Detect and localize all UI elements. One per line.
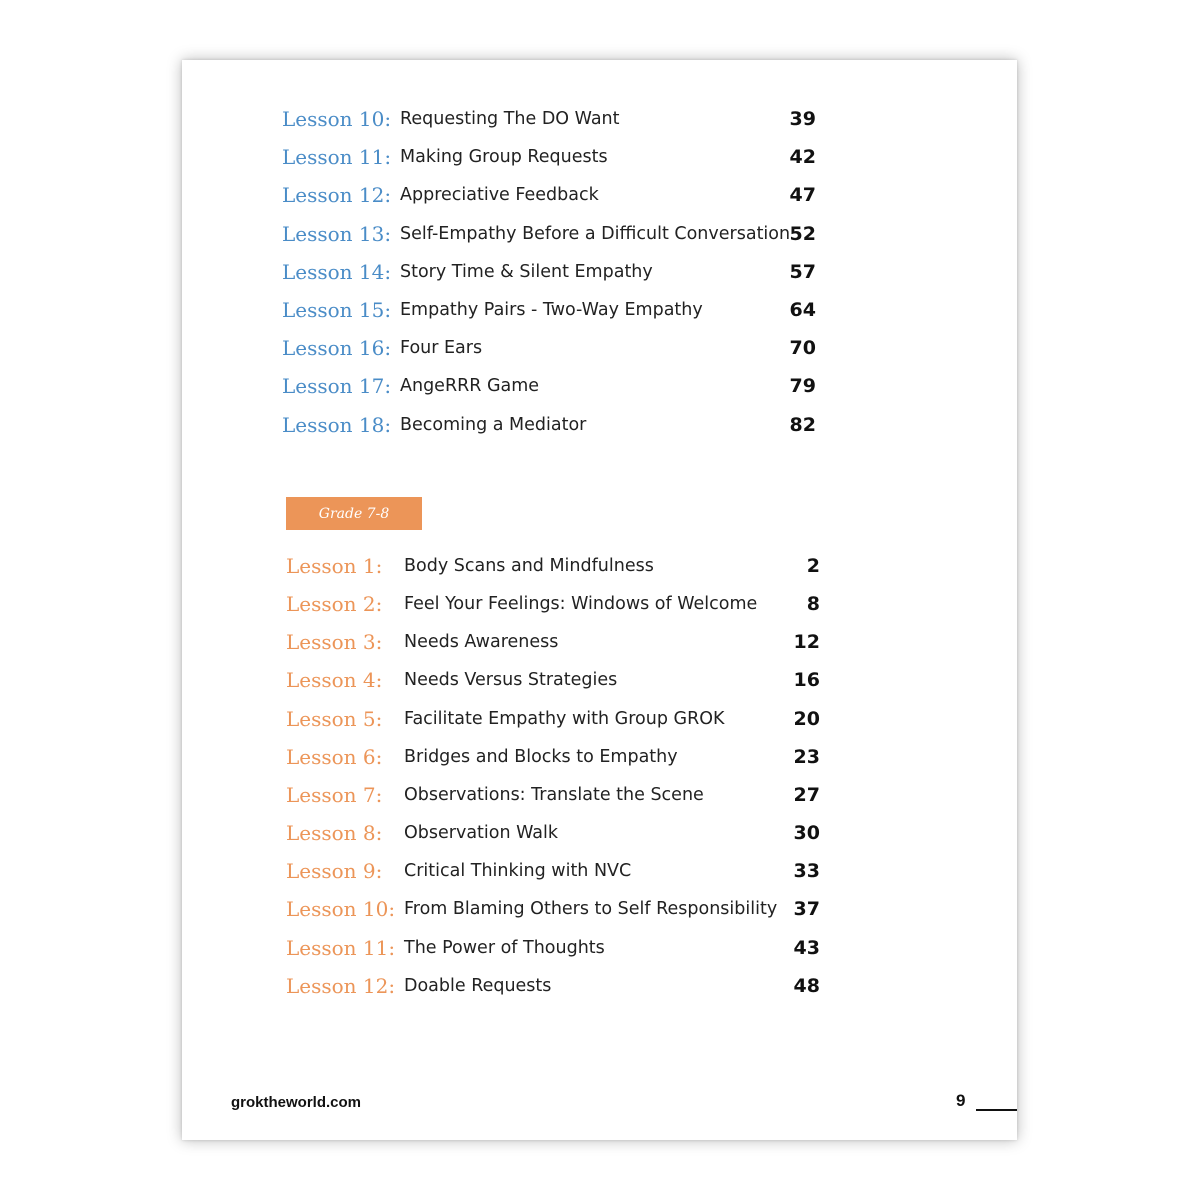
lesson-title: Feel Your Feelings: Windows of Welcome (404, 594, 758, 614)
lesson-label: Lesson 11: (286, 936, 396, 960)
lesson-title: Bridges and Blocks to Empathy (404, 747, 678, 767)
lesson-page-number: 12 (793, 631, 820, 653)
lesson-label: Lesson 10: (286, 897, 396, 921)
lesson-label: Lesson 16: (282, 336, 392, 360)
lesson-label: Lesson 2: (286, 592, 383, 616)
toc-row (282, 291, 922, 329)
lesson-label: Lesson 6: (286, 745, 383, 769)
lesson-label: Lesson 15: (282, 298, 392, 322)
lesson-label: Lesson 10: (282, 107, 392, 131)
toc-row (286, 585, 926, 623)
lesson-title: AngeRRR Game (400, 376, 540, 396)
lesson-page-number: 57 (789, 261, 816, 283)
lesson-title: From Blaming Others to Self Responsibility (404, 899, 778, 919)
lesson-page-number: 8 (806, 593, 820, 615)
lesson-label: Lesson 4: (286, 668, 383, 692)
lesson-label: Lesson 12: (282, 183, 392, 207)
lesson-label: Lesson 5: (286, 707, 383, 731)
toc-row (282, 100, 922, 138)
toc-row (286, 852, 926, 890)
lesson-title: Making Group Requests (400, 147, 608, 167)
lesson-page-number: 64 (789, 299, 816, 321)
lesson-title: Observations: Translate the Scene (404, 785, 704, 805)
lesson-page-number: 37 (793, 898, 820, 920)
toc-row (286, 623, 926, 661)
lesson-title: Doable Requests (404, 976, 552, 996)
toc-row (282, 215, 922, 253)
lesson-page-number: 27 (793, 784, 820, 806)
lesson-label: Lesson 9: (286, 859, 383, 883)
lesson-title: Critical Thinking with NVC (404, 861, 632, 881)
lesson-page-number: 2 (806, 555, 820, 577)
toc-row (286, 700, 926, 738)
lesson-title: Needs Awareness (404, 632, 559, 652)
lesson-label: Lesson 18: (282, 413, 392, 437)
lesson-title: Needs Versus Strategies (404, 670, 618, 690)
lesson-label: Lesson 1: (286, 554, 383, 578)
lesson-title: Observation Walk (404, 823, 559, 843)
toc-row (286, 661, 926, 699)
lesson-page-number: 82 (789, 414, 816, 436)
toc-row (286, 929, 926, 967)
toc-row (282, 406, 922, 444)
toc-row (286, 738, 926, 776)
toc-row (286, 776, 926, 814)
lesson-page-number: 70 (789, 337, 816, 359)
lesson-title: Body Scans and Mindfulness (404, 556, 654, 576)
lesson-label: Lesson 8: (286, 821, 383, 845)
toc-row (286, 890, 926, 928)
lesson-title: Self-Empathy Before a Difficult Conversation (400, 224, 791, 244)
toc-row (282, 138, 922, 176)
lesson-label: Lesson 7: (286, 783, 383, 807)
lesson-page-number: 79 (789, 375, 816, 397)
lesson-label: Lesson 13: (282, 222, 392, 246)
footer-website: groktheworld.com (231, 1094, 362, 1111)
footer-page-number: 9 (956, 1091, 966, 1110)
lesson-page-number: 42 (789, 146, 816, 168)
toc-row (286, 967, 926, 1005)
document-page (182, 60, 1017, 1140)
lesson-title: Four Ears (400, 338, 483, 358)
lesson-page-number: 48 (793, 975, 820, 997)
lesson-title: The Power of Thoughts (404, 938, 605, 958)
lesson-label: Lesson 11: (282, 145, 392, 169)
toc-row (282, 253, 922, 291)
lesson-page-number: 20 (793, 708, 820, 730)
lesson-title: Facilitate Empathy with Group GROK (404, 709, 725, 729)
toc-row (286, 547, 926, 585)
lesson-label: Lesson 14: (282, 260, 392, 284)
lesson-title: Appreciative Feedback (400, 185, 599, 205)
lesson-label: Lesson 3: (286, 630, 383, 654)
lesson-page-number: 43 (793, 937, 820, 959)
footer-rule (976, 1109, 1017, 1111)
toc-row (282, 176, 922, 214)
lesson-label: Lesson 12: (286, 974, 396, 998)
lesson-title: Becoming a Mediator (400, 415, 587, 435)
lesson-title: Empathy Pairs - Two-Way Empathy (400, 300, 703, 320)
lesson-page-number: 16 (793, 669, 820, 691)
lesson-label: Lesson 17: (282, 374, 392, 398)
lesson-page-number: 39 (789, 108, 816, 130)
toc-row (282, 329, 922, 367)
toc-row (286, 814, 926, 852)
grade-badge: Grade 7-8 (286, 497, 422, 530)
lesson-page-number: 47 (789, 184, 816, 206)
lesson-page-number: 52 (789, 223, 816, 245)
lesson-page-number: 33 (793, 860, 820, 882)
lesson-title: Requesting The DO Want (400, 109, 620, 129)
toc-row (282, 367, 922, 405)
lesson-title: Story Time & Silent Empathy (400, 262, 653, 282)
lesson-page-number: 30 (793, 822, 820, 844)
lesson-page-number: 23 (793, 746, 820, 768)
